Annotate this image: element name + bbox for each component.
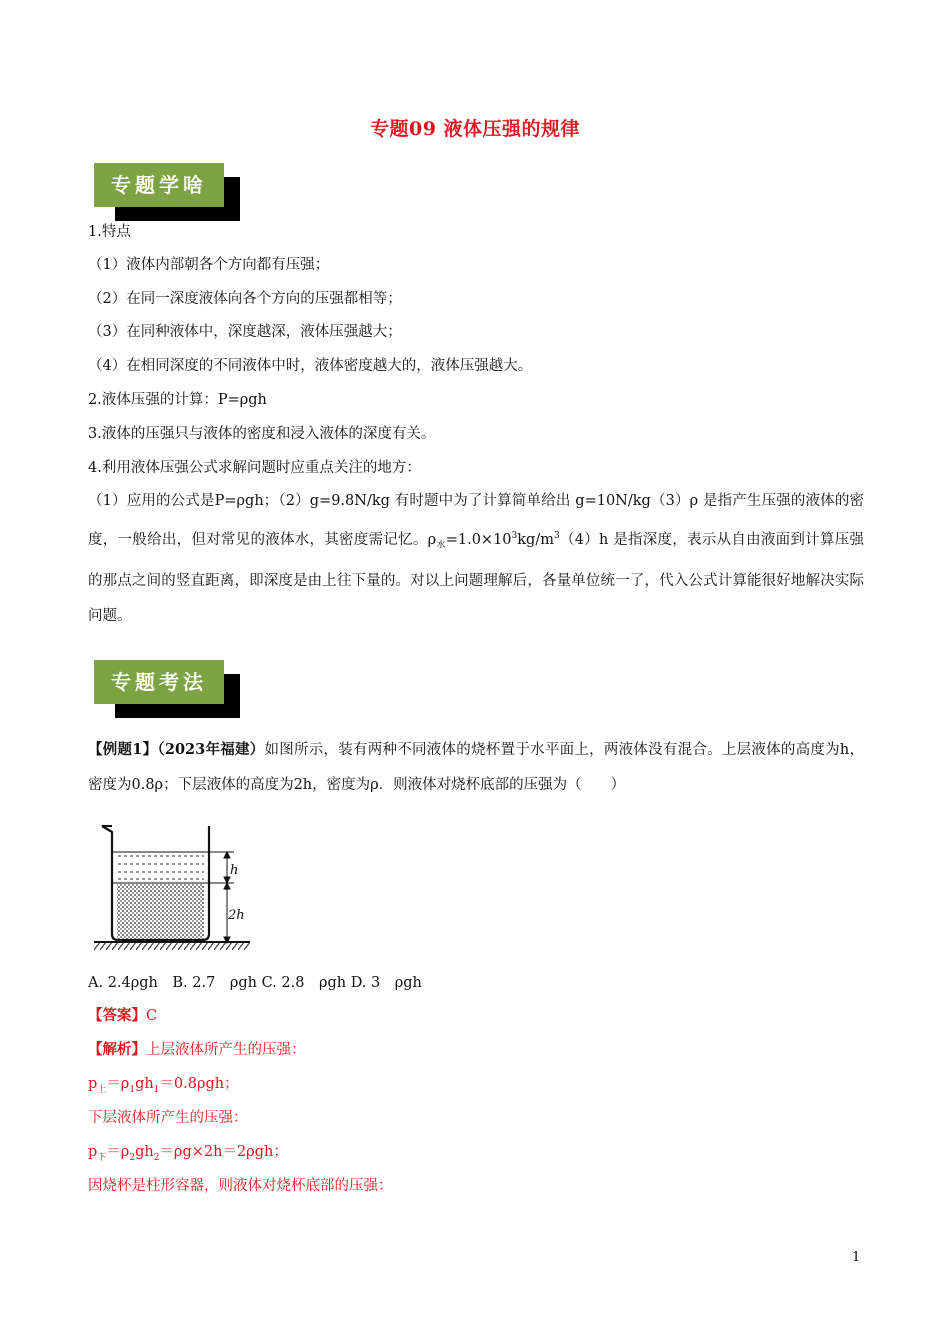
answer-line: 【答案】C: [88, 1007, 158, 1024]
badge-label: 专题学啥: [94, 163, 224, 207]
feature-item: （2）在同一深度液体向各个方向的压强都相等；: [88, 291, 402, 307]
analysis-lower-pressure: $p_下=\rho_2gh_2=\rho g\times 2h=2\rho gh$；: [88, 1144, 288, 1163]
feature-item: （4）在相同深度的不同液体中时，液体密度越大的，液体压强越大。: [88, 358, 533, 374]
focus-paragraph: （1）应用的公式是P=ρgh；（2）g=9.8N/kg 有时题中为了计算简单给出 g=10N/kg（3）ρ 是指产生压强的液体的密度，一般给出，但对常见的液体水，其密度需记忆。$\rho_水=1.0\times 10^3kg/m^3(4)h$ 是指深度，表示从自由液面到计算压强的那点之间的竖直距离，即深度是由上往下量的。对以上问题理解后，各量单位统一了，代入公式计算能很好地解决实际问题。: [88, 493, 864, 624]
section-badge-study: [94, 163, 240, 221]
answer-options: A. 2.4ρgh B. 2.7 ρgh C. 2.8 ρgh D. 3 ρgh: [88, 975, 422, 991]
page-number: 1: [852, 1250, 861, 1265]
example-question: 【例题1】（2023年福建）如图所示，装有两种不同液体的烧杯置于水平面上，两液体没有混合。上层液体的高度为h，密度为0.8ρ；下层液体的高度为2h，密度为ρ．则液体对烧杯底部的压强为（ ）: [88, 741, 864, 793]
badge-label: 专题考法: [94, 660, 224, 704]
upper-liquid: [118, 856, 204, 879]
analysis-intro: 【解析】上层液体所产生的压强：: [88, 1041, 306, 1058]
label-2h: 2h: [228, 908, 245, 923]
beaker-figure: [94, 822, 254, 950]
analysis-lower-heading: 下层液体所产生的压强：: [88, 1110, 248, 1126]
feature-item: （1）液体内部朝各个方向都有压强；: [88, 257, 330, 273]
section-badge-exam: [94, 660, 240, 718]
page-title: 专题09 液体压强的规律: [369, 118, 581, 140]
analysis-upper-pressure: $p_上=\rho_1gh_1=0.8\rho gh$；: [88, 1076, 239, 1095]
calc-formula: 2.液体压强的计算：P=ρgh: [88, 392, 267, 408]
lower-liquid: [117, 884, 204, 939]
analysis-conclusion: 因烧杯是柱形容器，则液体对烧杯底部的压强：: [88, 1178, 393, 1194]
depends-statement: 3.液体的压强只与液体的密度和浸入液体的深度有关。: [88, 426, 436, 442]
feature-item: （3）在同种液体中，深度越深，液体压强越大；: [88, 324, 402, 340]
features-heading: 1.特点: [88, 224, 131, 240]
focus-heading: 4.利用液体压强公式求解问题时应重点关注的地方：: [88, 460, 421, 476]
label-h: h: [230, 863, 239, 878]
